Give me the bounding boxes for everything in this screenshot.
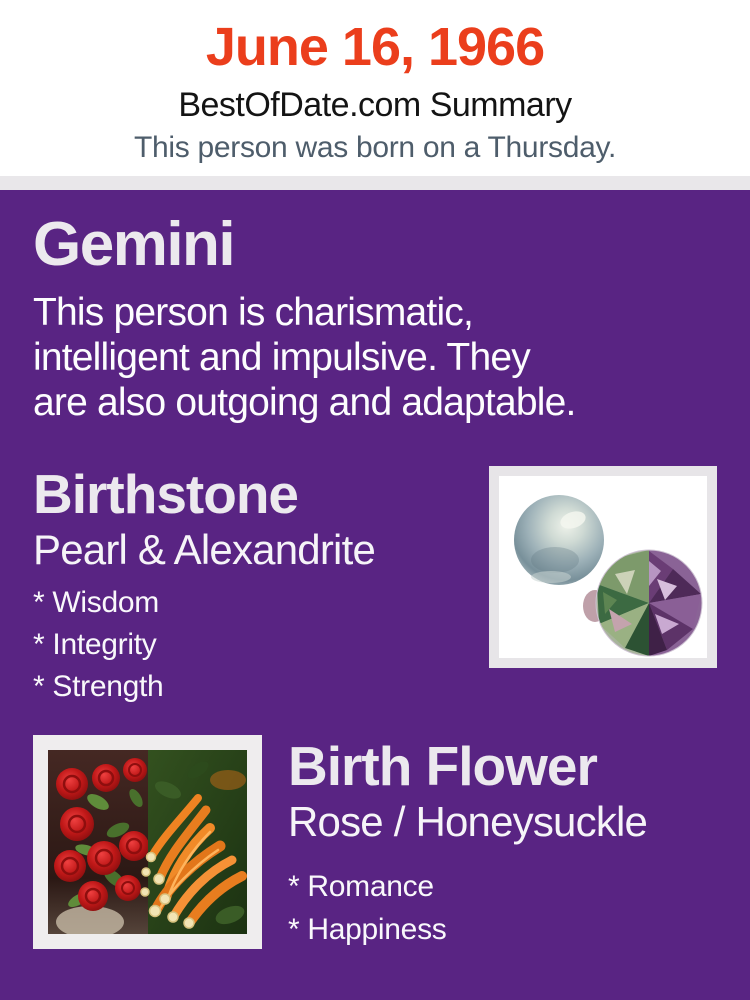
zodiac-section (33, 210, 717, 425)
rose-honeysuckle-illustration (48, 750, 247, 934)
divider-bar (0, 176, 750, 190)
pearl-illustration (514, 495, 604, 585)
birthstone-trait: * Wisdom (33, 586, 159, 619)
birth-flower-text-column (288, 735, 717, 957)
zodiac-description-line: This person is charismatic, (33, 291, 474, 334)
alexandrite-illustration (583, 550, 703, 656)
birth-flower-names: Rose / Honeysuckle (288, 798, 648, 845)
birthstone-trait-list (33, 587, 489, 703)
birthstone-trait: * Strength (33, 670, 164, 703)
zodiac-description-line: are also outgoing and adaptable. (33, 381, 576, 424)
birthstone-section (33, 465, 717, 713)
site-summary-text: BestOfDate.com Summary (178, 86, 572, 124)
birthstone-image (489, 466, 717, 668)
birth-flower-section (33, 735, 717, 957)
birthstone-trait: * Integrity (33, 628, 157, 661)
zodiac-sign-heading: Gemini (33, 210, 235, 279)
born-day-text: This person was born on a Thursday. (134, 131, 616, 164)
pearl-and-alexandrite-illustration (499, 476, 707, 658)
header (0, 0, 750, 176)
zodiac-description (33, 290, 717, 425)
birthstone-names: Pearl & Alexandrite (33, 526, 376, 573)
zodiac-description-line: intelligent and impulsive. They (33, 336, 530, 379)
birth-flower-trait: * Happiness (288, 913, 447, 946)
main-panel (0, 190, 750, 1000)
birthstone-heading: Birthstone (33, 463, 298, 525)
birth-flower-trait: * Romance (288, 870, 434, 903)
birth-flower-image (33, 735, 262, 949)
birthstone-text-column (33, 465, 489, 713)
page-title-date: June 16, 1966 (205, 17, 545, 77)
birth-flower-heading: Birth Flower (288, 735, 597, 797)
roses-photo (48, 750, 149, 934)
birth-flower-trait-list (288, 871, 717, 946)
honeysuckle-photo (141, 750, 247, 934)
